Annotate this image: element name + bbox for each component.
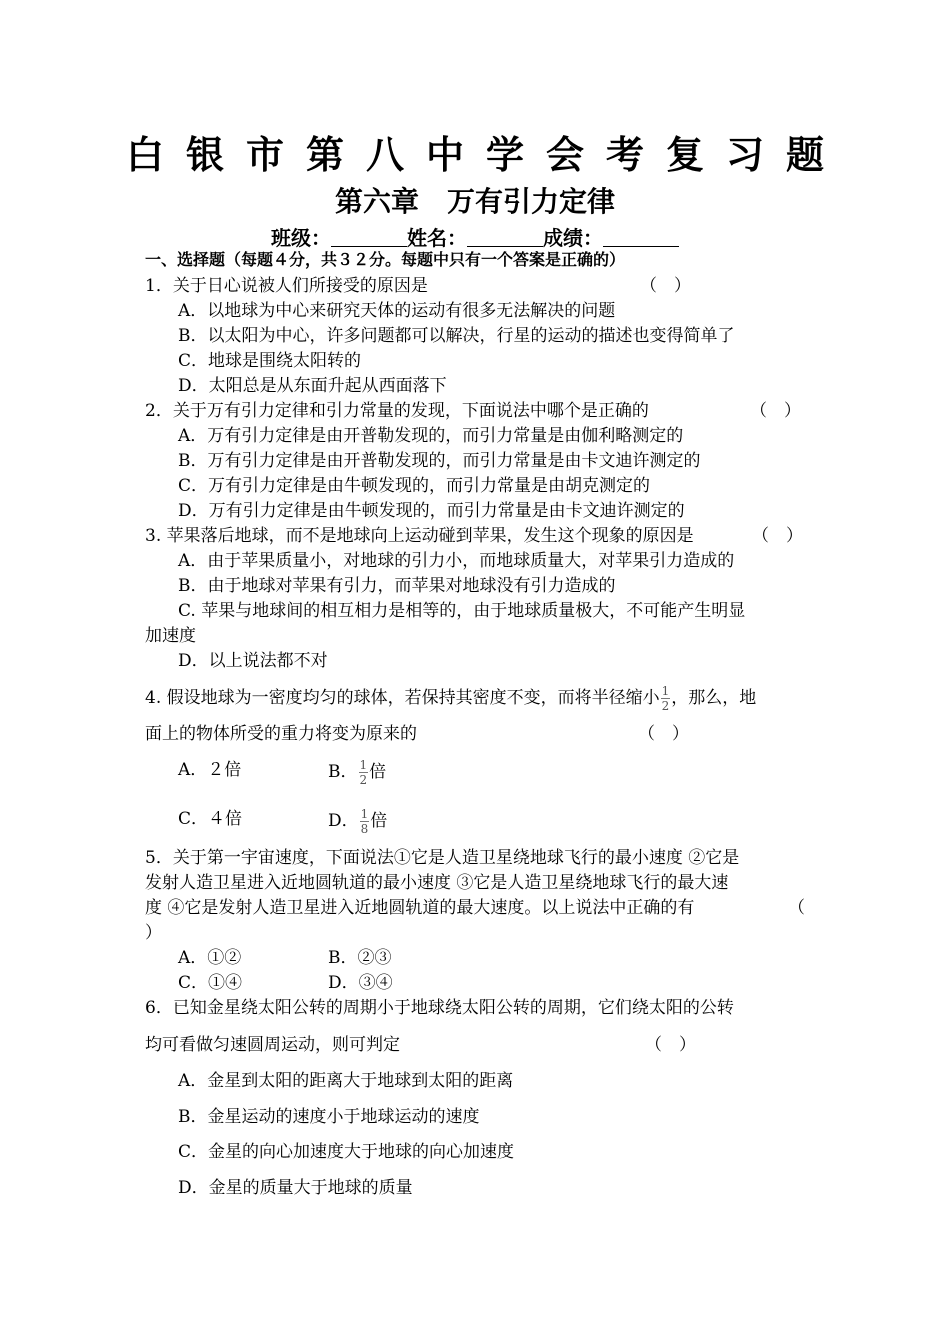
q5-answer-paren-close: ） [145, 923, 162, 943]
score-label: 成绩： [543, 226, 603, 250]
q6-answer-paren: （ ） [645, 1035, 696, 1055]
q4-stem-line2: 面上的物体所受的重力将变为原来的 [145, 724, 417, 744]
q1-option-c: C．地球是围绕太阳转的 [178, 351, 362, 371]
q5-option-d: D．③④ [328, 973, 393, 993]
q4-option-c: C．４倍 [178, 809, 243, 829]
q3-answer-paren: （ ） [752, 526, 803, 546]
q1-answer-paren: （ ） [640, 276, 691, 296]
q5-option-b: B．②③ [328, 948, 392, 968]
q1-option-a: A．以地球为中心来研究天体的运动有很多无法解决的问题 [178, 301, 616, 321]
q6-option-a: A．金星到太阳的距离大于地球到太阳的距离 [178, 1071, 514, 1091]
q1-stem: 1．关于日心说被人们所接受的原因是 [145, 276, 428, 296]
q1-option-b: B．以太阳为中心，许多问题都可以解决，行星的运动的描述也变得简单了 [178, 326, 735, 346]
q6-option-b: B．金星运动的速度小于地球运动的速度 [178, 1107, 480, 1127]
name-blank[interactable] [467, 226, 543, 247]
q3-option-d: D．以上说法都不对 [178, 651, 328, 671]
q2-answer-paren: （ ） [750, 401, 801, 421]
q3-option-b: B．由于地球对苹果有引力，而苹果对地球没有引力造成的 [178, 576, 616, 596]
q4-frac-num: 1 [661, 684, 670, 698]
q4-frac-den: 2 [661, 699, 670, 713]
class-blank[interactable] [331, 226, 407, 247]
q4-option-b-fraction [359, 758, 369, 787]
frac-den: 2 [359, 773, 368, 787]
class-label: 班级： [271, 226, 331, 250]
q6-stem-line1: 6．已知金星绕太阳公转的周期小于地球绕太阳公转的周期，它们绕太阳的公转 [145, 998, 734, 1018]
q6-option-c: C．金星的向心加速度大于地球的向心加速度 [178, 1142, 515, 1162]
frac-num: 1 [359, 758, 368, 772]
frac-den: 8 [360, 822, 369, 836]
q5-answer-paren-open: （ [788, 898, 805, 918]
frac-num: 1 [360, 807, 369, 821]
q6-stem-line2: 均可看做匀速圆周运动，则可判定 [145, 1035, 400, 1055]
q4-option-b [328, 758, 386, 787]
q4-option-d-prefix: D． [328, 811, 359, 831]
q4-option-b-prefix: B． [328, 762, 358, 782]
q2-option-d: D．万有引力定律是由牛顿发现的，而引力常量是由卡文迪许测定的 [178, 501, 685, 521]
q4-stem-part-a: 4. 假设地球为一密度均匀的球体，若保持其密度不变，而将半径缩小 [145, 688, 660, 708]
q6-option-d: D．金星的质量大于地球的质量 [178, 1178, 413, 1198]
q4-half-fraction [661, 684, 671, 713]
q5-option-a: A．①② [178, 948, 242, 968]
q4-stem-line1 [145, 684, 756, 713]
q3-option-a: A．由于苹果质量小，对地球的引力小，而地球质量大，对苹果引力造成的 [178, 551, 735, 571]
q4-option-d-suffix: 倍 [370, 811, 388, 831]
q2-option-b: B．万有引力定律是由开普勒发现的，而引力常量是由卡文迪许测定的 [178, 451, 701, 471]
q4-answer-paren: （ ） [638, 724, 689, 744]
q4-stem-part-b: ，那么，地 [671, 688, 757, 708]
q4-option-d [328, 807, 387, 836]
q5-stem-line3: 度 ④它是发射人造卫星进入近地圆轨道的最大速度。以上说法中正确的有 [145, 898, 695, 918]
name-label: 姓名： [407, 226, 467, 250]
q2-stem: 2．关于万有引力定律和引力常量的发现，下面说法中哪个是正确的 [145, 401, 649, 421]
q3-stem: 3. 苹果落后地球，而不是地球向上运动碰到苹果，发生这个现象的原因是 [145, 526, 694, 546]
q4-option-d-fraction [360, 807, 370, 836]
q5-stem-line1: 5．关于第一宇宙速度，下面说法①它是人造卫星绕地球飞行的最小速度 ②它是 [145, 848, 740, 868]
q5-stem-line2: 发射人造卫星进入近地圆轨道的最小速度 ③它是人造卫星绕地球飞行的最大速 [145, 873, 729, 893]
q4-option-b-suffix: 倍 [369, 762, 387, 782]
student-info-row [0, 222, 950, 251]
q4-option-a: A．２倍 [178, 760, 242, 780]
q3-option-c-line1: C. 苹果与地球间的相互相力是相等的，由于地球质量极大，不可能产生明显 [178, 601, 746, 621]
q2-option-c: C．万有引力定律是由牛顿发现的，而引力常量是由胡克测定的 [178, 476, 651, 496]
chapter-title: 第六章 万有引力定律 [334, 185, 615, 218]
school-title: 白银市第八中学会考复习题 [125, 133, 846, 177]
section-heading: 一、选择题（每题４分，共３２分。每题中只有一个答案是正确的） [145, 250, 626, 269]
score-blank[interactable] [603, 226, 679, 247]
q2-option-a: A．万有引力定律是由开普勒发现的，而引力常量是由伽利略测定的 [178, 426, 684, 446]
q3-option-c-line2: 加速度 [145, 626, 196, 646]
q5-option-c: C．①④ [178, 973, 243, 993]
q1-option-d: D．太阳总是从东面升起从西面落下 [178, 376, 447, 396]
